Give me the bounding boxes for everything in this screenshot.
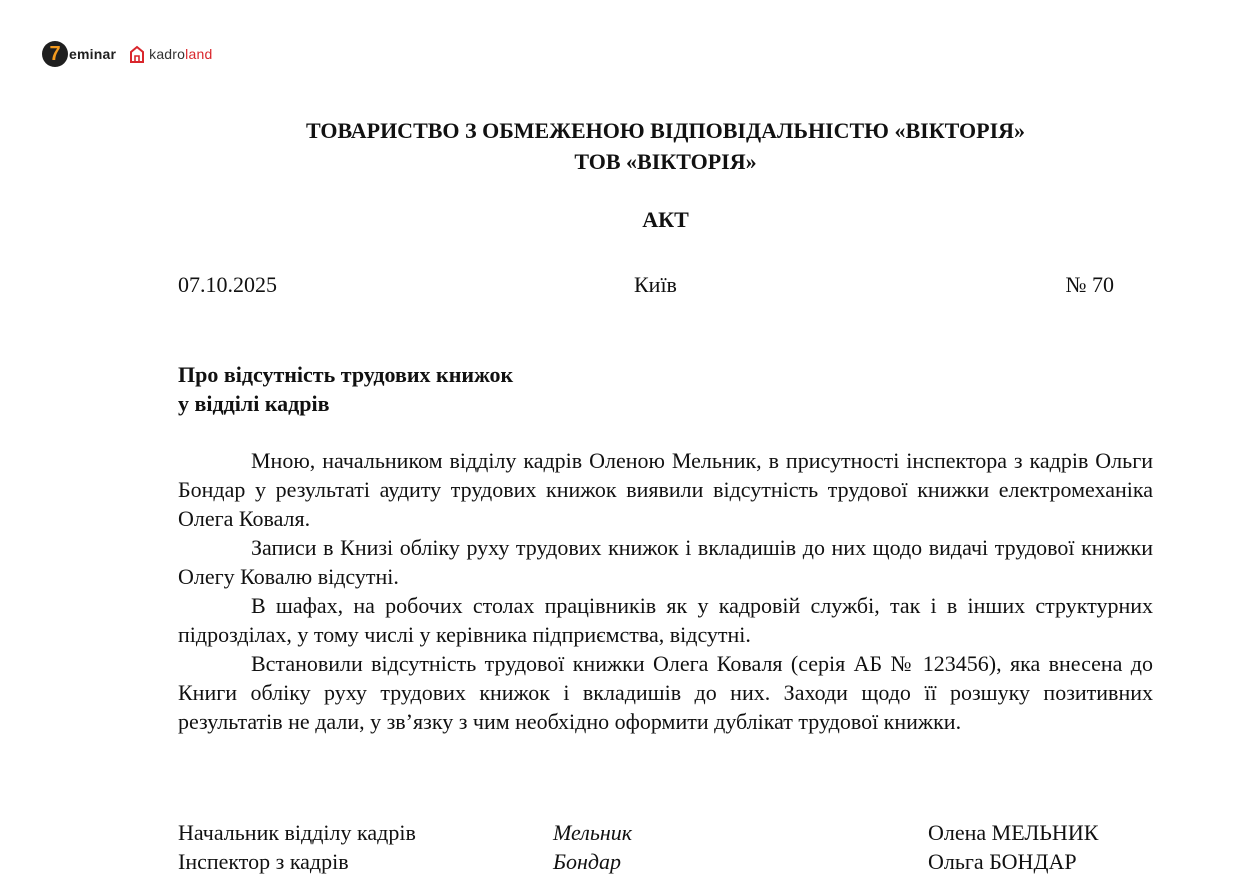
document-body — [178, 446, 1153, 736]
body-paragraph-2: Записи в Книзі обліку руху трудових книжок і вкладишів до них щодо видачі трудової книжки Олегу Ковалю відсутні. — [178, 535, 1153, 589]
kadroland-logo-text: kadroland — [149, 46, 213, 62]
subject-line-1: Про відсутність трудових книжок — [178, 362, 514, 387]
organization-full-name: ТОВАРИСТВО З ОБМЕЖЕНОЮ ВІДПОВІДАЛЬНІСТЮ «ВІКТОРІЯ» — [305, 118, 1026, 143]
signer-position: Інспектор з кадрів — [178, 849, 349, 874]
house-icon — [129, 45, 145, 63]
signature-row — [178, 849, 1138, 878]
seminar-logo-text: eminar — [69, 46, 117, 62]
body-paragraph-3: В шафах, на робочих столах працівників як у кадровій службі, так і в інших структурних підрозділах, у тому числі у керівника підприємства, відсутні. — [178, 593, 1153, 647]
body-paragraph-1: Мною, начальником відділу кадрів Оленою Мельник, в присутності інспектора з кадрів Ольги Бондар у результаті аудиту трудових книжок виявили відсутність трудової книжки електромеханіка Олега Коваля. — [178, 448, 1153, 531]
document-subject — [178, 360, 513, 418]
document-city: Київ — [634, 272, 677, 297]
signer-name: Ольга БОНДАР — [928, 849, 1077, 874]
logo-bar — [42, 40, 212, 68]
signer-name: Олена МЕЛЬНИК — [928, 820, 1099, 845]
document-title: АКТ — [642, 207, 689, 232]
organization-short-name: ТОВ «ВІКТОРІЯ» — [574, 149, 757, 174]
signature-row — [178, 820, 1138, 849]
kadroland-logo — [129, 45, 212, 63]
signer-signature: Бондар — [553, 849, 622, 874]
body-paragraph-4: Встановили відсутність трудової книжки Олега Коваля (серія АБ № 123456), яка внесена до Книги обліку руху трудових книжок і вкладишів до них. Заходи щодо її розшуку позитивних результатів не дали, у зв’язку з чим необхідно оформити дублікат трудової книжки. — [178, 651, 1153, 734]
seminar-logo-mark: 7 — [42, 41, 68, 67]
subject-line-2: у відділі кадрів — [178, 391, 330, 416]
document-number: № 70 — [1065, 272, 1114, 297]
signer-signature: Мельник — [553, 820, 633, 845]
seminar-logo — [42, 41, 116, 67]
signer-position: Начальник відділу кадрів — [178, 820, 416, 845]
document-date: 07.10.2025 — [178, 272, 277, 297]
